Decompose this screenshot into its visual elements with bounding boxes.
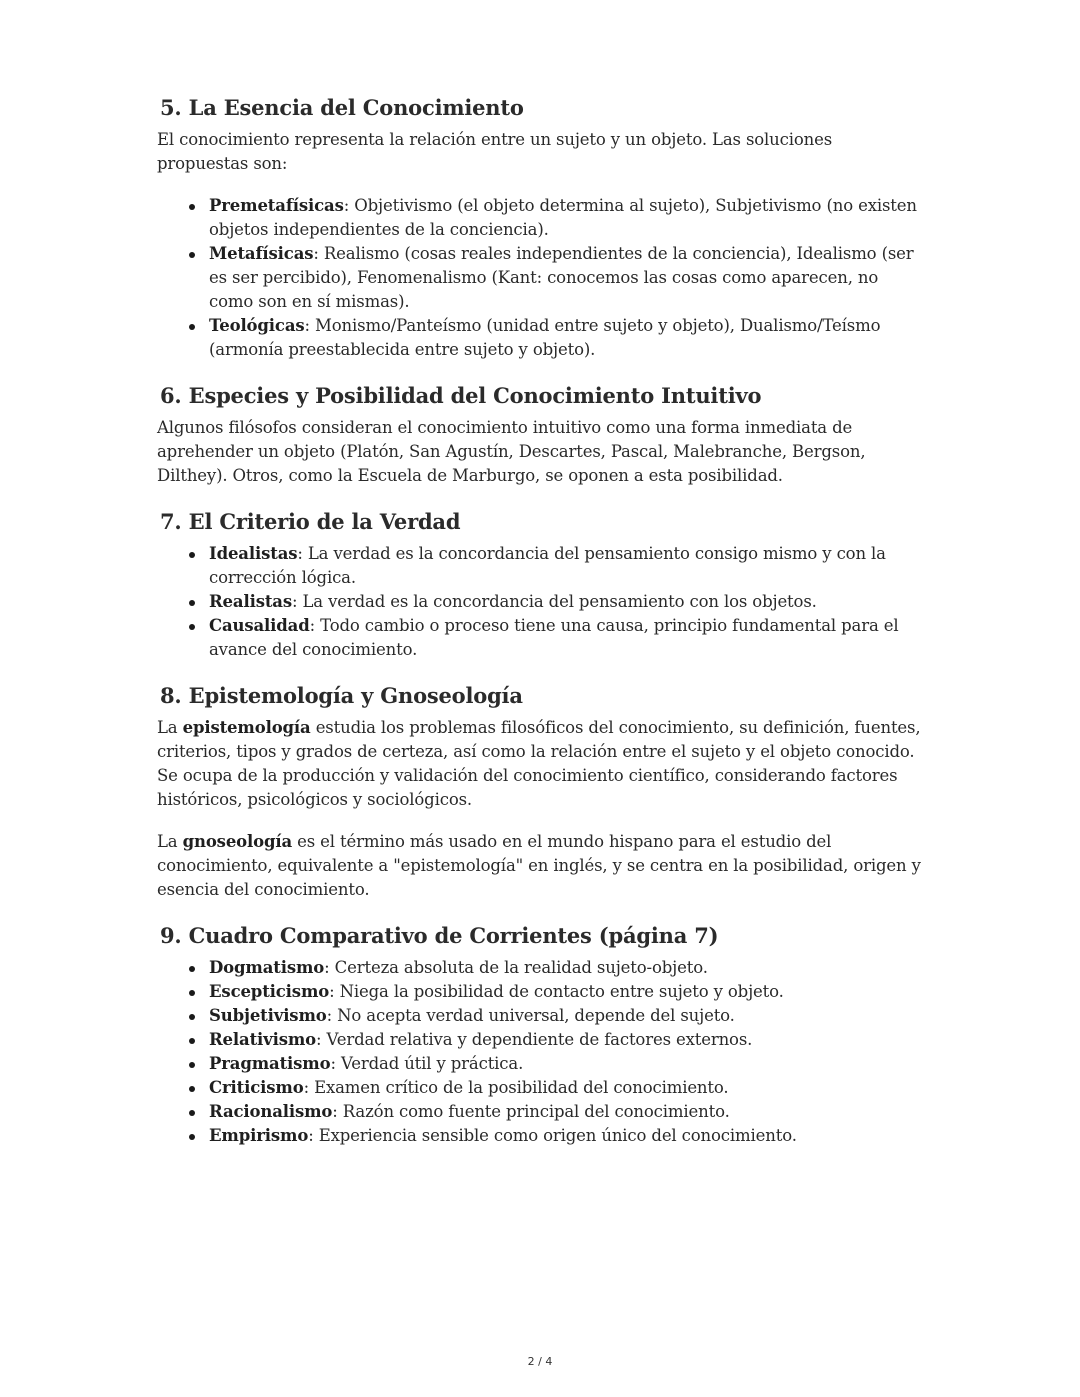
list-item-term: Dogmatismo	[209, 958, 325, 977]
section-criterio-verdad	[157, 506, 927, 662]
page-number: 2 / 4	[527, 1355, 553, 1368]
paragraph-text: La	[157, 718, 183, 737]
list-item-text: : La verdad es la concordancia del pensamiento con los objetos.	[291, 592, 817, 611]
paragraph-term: epistemología	[182, 718, 311, 737]
list-item	[209, 590, 927, 614]
paragraph-text: estudia los problemas filosóficos del conocimiento, su definición, fuentes, criterios, tipos y grados de certeza, así como la relación entre el sujeto y el objeto conocido. Se ocupa de la producción y validación del conocimiento científico, considerando factores históricos, psicológicos y sociológicos.	[157, 718, 921, 809]
list-item-text: : Monismo/Panteísmo (unidad entre sujeto y objeto), Dualismo/Teísmo (armonía preestablecida entre sujeto y objeto).	[209, 316, 881, 359]
list-item-term: Causalidad	[209, 616, 310, 635]
list-item-text: : No acepta verdad universal, depende del sujeto.	[326, 1006, 735, 1025]
list-item	[209, 1052, 927, 1076]
section-intro: El conocimiento representa la relación entre un sujeto y un objeto. Las soluciones propuestas son:	[157, 130, 833, 173]
list-item-text: : Examen crítico de la posibilidad del conocimiento.	[303, 1078, 729, 1097]
paragraph-text: es el término más usado en el mundo hispano para el estudio del conocimiento, equivalente a "epistemología" en inglés, y se centra en la posibilidad, origen y esencia del conocimiento.	[157, 832, 921, 899]
list-item-text: : Niega la posibilidad de contacto entre sujeto y objeto.	[329, 982, 784, 1001]
section-intuitivo	[157, 380, 927, 488]
list-item-term: Metafísicas	[209, 244, 314, 263]
list-item	[209, 1124, 927, 1148]
section-heading: 5. La Esencia del Conocimiento	[160, 95, 524, 120]
list-item-term: Escepticismo	[209, 982, 330, 1001]
list-item-text: : Verdad útil y práctica.	[330, 1054, 524, 1073]
list-item-text: : Razón como fuente principal del conocimiento.	[332, 1102, 730, 1121]
list-item	[209, 242, 927, 314]
section-heading: 7. El Criterio de la Verdad	[160, 509, 461, 534]
bullet-list	[157, 956, 927, 1148]
section-heading: 9. Cuadro Comparativo de Corrientes (página 7)	[160, 923, 719, 948]
section-heading: 6. Especies y Posibilidad del Conocimiento Intuitivo	[160, 383, 762, 408]
list-item-term: Pragmatismo	[209, 1054, 331, 1073]
list-item-term: Realistas	[209, 592, 292, 611]
list-item	[209, 980, 927, 1004]
list-item	[209, 314, 927, 362]
list-item	[209, 614, 927, 662]
section-paragraph	[157, 830, 927, 902]
list-item-text: : Todo cambio o proceso tiene una causa, principio fundamental para el avance del conocimiento.	[209, 616, 899, 659]
list-item	[209, 1004, 927, 1028]
list-item-text: : Certeza absoluta de la realidad sujeto-objeto.	[324, 958, 708, 977]
list-item-term: Relativismo	[209, 1030, 317, 1049]
bullet-list	[157, 194, 927, 362]
section-epistemologia	[157, 680, 927, 902]
list-item-text: : La verdad es la concordancia del pensamiento consigo mismo y con la corrección lógica.	[209, 544, 886, 587]
list-item	[209, 1100, 927, 1124]
list-item	[209, 542, 927, 590]
list-item-term: Criticismo	[209, 1078, 304, 1097]
list-item	[209, 956, 927, 980]
section-heading: 8. Epistemología y Gnoseología	[160, 683, 523, 708]
section-cuadro-comparativo	[157, 920, 927, 1148]
list-item	[209, 194, 927, 242]
list-item-text: : Verdad relativa y dependiente de factores externos.	[316, 1030, 753, 1049]
section-paragraph	[157, 716, 927, 812]
section-esencia	[157, 92, 927, 362]
list-item-term: Teológicas	[209, 316, 305, 335]
list-item-text: : Realismo (cosas reales independientes de la conciencia), Idealismo (ser es ser percibido), Fenomenalismo (Kant: conocemos las cosas como aparecen, no como son en sí mismas).	[209, 244, 914, 311]
list-item-text: : Objetivismo (el objeto determina al sujeto), Subjetivismo (no existen objetos independientes de la conciencia).	[209, 196, 917, 239]
list-item	[209, 1028, 927, 1052]
list-item-term: Premetafísicas	[209, 196, 344, 215]
list-item-term: Idealistas	[209, 544, 298, 563]
list-item-term: Subjetivismo	[209, 1006, 327, 1025]
document-page	[157, 92, 927, 1166]
list-item-term: Empirismo	[209, 1126, 309, 1145]
list-item-term: Racionalismo	[209, 1102, 333, 1121]
list-item-text: : Experiencia sensible como origen único del conocimiento.	[308, 1126, 797, 1145]
section-paragraph: Algunos filósofos consideran el conocimiento intuitivo como una forma inmediata de aprehender un objeto (Platón, San Agustín, Descartes, Pascal, Malebranche, Bergson, Dilthey). Otros, como la Escuela de Marburgo, se oponen a esta posibilidad.	[157, 418, 866, 485]
list-item	[209, 1076, 927, 1100]
paragraph-text: La	[157, 832, 183, 851]
paragraph-term: gnoseología	[182, 832, 293, 851]
bullet-list	[157, 542, 927, 662]
